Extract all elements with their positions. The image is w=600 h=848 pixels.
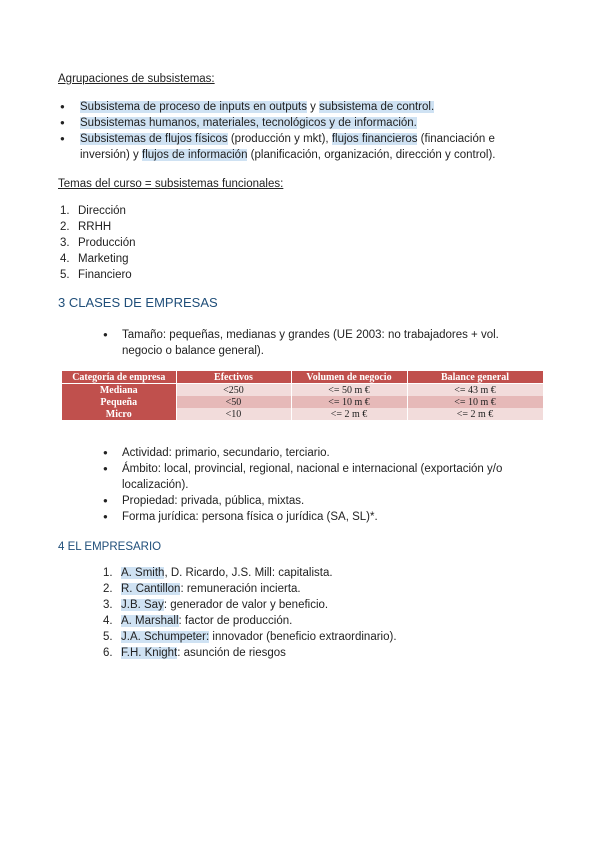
course-title: Temas del curso = subsistemas funcionales: [58, 178, 284, 190]
course-item: RRHH [78, 221, 112, 233]
table-cell: <= 43 m € [407, 384, 543, 397]
author-description: innovador (beneficio extraordinario). [209, 631, 397, 643]
grouping-1-highlight-c: subsistema de control. [319, 101, 435, 113]
activity-text: Actividad: primario, secundario, terciario. [122, 447, 330, 459]
course-item: Marketing [78, 253, 129, 265]
table-cell: Micro [62, 408, 176, 420]
bullet-icon: ● [103, 496, 108, 505]
grouping-3-text-g: (planificación, organización, dirección y control). [247, 149, 496, 161]
author-highlight: A. Marshall [121, 615, 179, 627]
legal-form-text: Forma jurídica: persona física o jurídica (SA, SL)*. [122, 511, 378, 523]
entrepreneur-item [121, 645, 286, 661]
grouping-3-text-b: (producción y mkt), [227, 133, 332, 145]
entrepreneur-item [121, 565, 333, 581]
grouping-item-3-line2 [80, 147, 496, 163]
grouping-3-highlight-a: Subsistemas de flujos físicos [80, 133, 228, 145]
section-4-heading: 4 EL EMPRESARIO [58, 541, 162, 553]
list-number: 5. [60, 269, 70, 281]
author-highlight: A. Smith [121, 567, 165, 579]
table-header: Volumen de negocio [291, 371, 407, 384]
course-item: Producción [78, 237, 136, 249]
section-3-heading: 3 CLASES DE EMPRESAS [58, 295, 218, 310]
grouping-3-text-d: (financiación e [417, 133, 495, 145]
bullet-icon: ● [60, 118, 65, 127]
table-header: Balance general [407, 371, 543, 384]
list-number: 1. [60, 205, 70, 217]
author-highlight: R. Cantillon [121, 583, 181, 595]
groupings-title: Agrupaciones de subsistemas: [58, 73, 215, 85]
grouping-item-1 [80, 99, 434, 115]
list-number: 2. [103, 583, 113, 595]
list-number: 5. [103, 631, 113, 643]
entrepreneur-item [121, 581, 301, 597]
author-description: : remuneración incierta. [180, 583, 301, 595]
table-cell: Mediana [62, 384, 176, 397]
table-row [62, 396, 543, 408]
bullet-icon: ● [60, 134, 65, 143]
table-row [62, 408, 543, 420]
grouping-1-connector: y [306, 101, 320, 113]
list-number: 1. [103, 567, 113, 579]
bullet-icon: ● [103, 330, 108, 339]
entrepreneur-item [121, 597, 328, 613]
course-item: Dirección [78, 205, 126, 217]
table-cell: Pequeña [62, 396, 176, 408]
table-cell: <250 [176, 384, 291, 397]
table-cell: <= 2 m € [407, 408, 543, 420]
course-item: Financiero [78, 269, 132, 281]
size-text-line1: Tamaño: pequeñas, medianas y grandes (UE 2003: no trabajadores + vol. [122, 329, 499, 341]
bullet-icon: ● [103, 448, 108, 457]
bullet-icon: ● [60, 102, 65, 111]
list-number: 4. [103, 615, 113, 627]
author-highlight: J.B. Say [121, 599, 164, 611]
company-size-table [62, 371, 544, 420]
table-cell: <= 10 m € [407, 396, 543, 408]
bullet-icon: ● [103, 512, 108, 521]
ownership-text: Propiedad: privada, pública, mixtas. [122, 495, 305, 507]
table-cell: <50 [176, 396, 291, 408]
grouping-3-text-e: inversión) y [80, 149, 142, 161]
bullet-icon: ● [103, 464, 108, 473]
table-row [62, 384, 543, 397]
size-text-line2: negocio o balance general). [122, 345, 264, 357]
grouping-3-highlight-c: flujos financieros [331, 133, 418, 145]
table-header: Categoría de empresa [62, 371, 176, 384]
entrepreneur-item [121, 613, 292, 629]
grouping-1-highlight-a: Subsistema de proceso de inputs en outputs [80, 101, 307, 113]
grouping-item-3-line1 [80, 131, 495, 147]
list-number: 2. [60, 221, 70, 233]
list-number: 3. [60, 237, 70, 249]
grouping-2-highlight: Subsistemas humanos, materiales, tecnológicos y de información. [80, 117, 417, 129]
table-header-row [62, 371, 543, 384]
table-header: Efectivos [176, 371, 291, 384]
scope-text-line1: Ámbito: local, provincial, regional, nacional e internacional (exportación y/o [122, 463, 503, 475]
author-description: , D. Ricardo, J.S. Mill: capitalista. [164, 567, 333, 579]
table-cell: <= 10 m € [291, 396, 407, 408]
table-cell: <= 50 m € [291, 384, 407, 397]
author-highlight: F.H. Knight [121, 647, 178, 659]
scope-text-line2: localización). [122, 479, 189, 491]
table-cell: <10 [176, 408, 291, 420]
author-description: : generador de valor y beneficio. [163, 599, 329, 611]
grouping-3-highlight-f: flujos de información [142, 149, 248, 161]
entrepreneur-item [121, 629, 397, 645]
author-highlight: J.A. Schumpeter: [121, 631, 210, 643]
list-number: 4. [60, 253, 70, 265]
grouping-item-2 [80, 115, 417, 131]
table-cell: <= 2 m € [291, 408, 407, 420]
author-description: : factor de producción. [178, 615, 293, 627]
list-number: 6. [103, 647, 113, 659]
author-description: : asunción de riesgos [177, 647, 286, 659]
list-number: 3. [103, 599, 113, 611]
